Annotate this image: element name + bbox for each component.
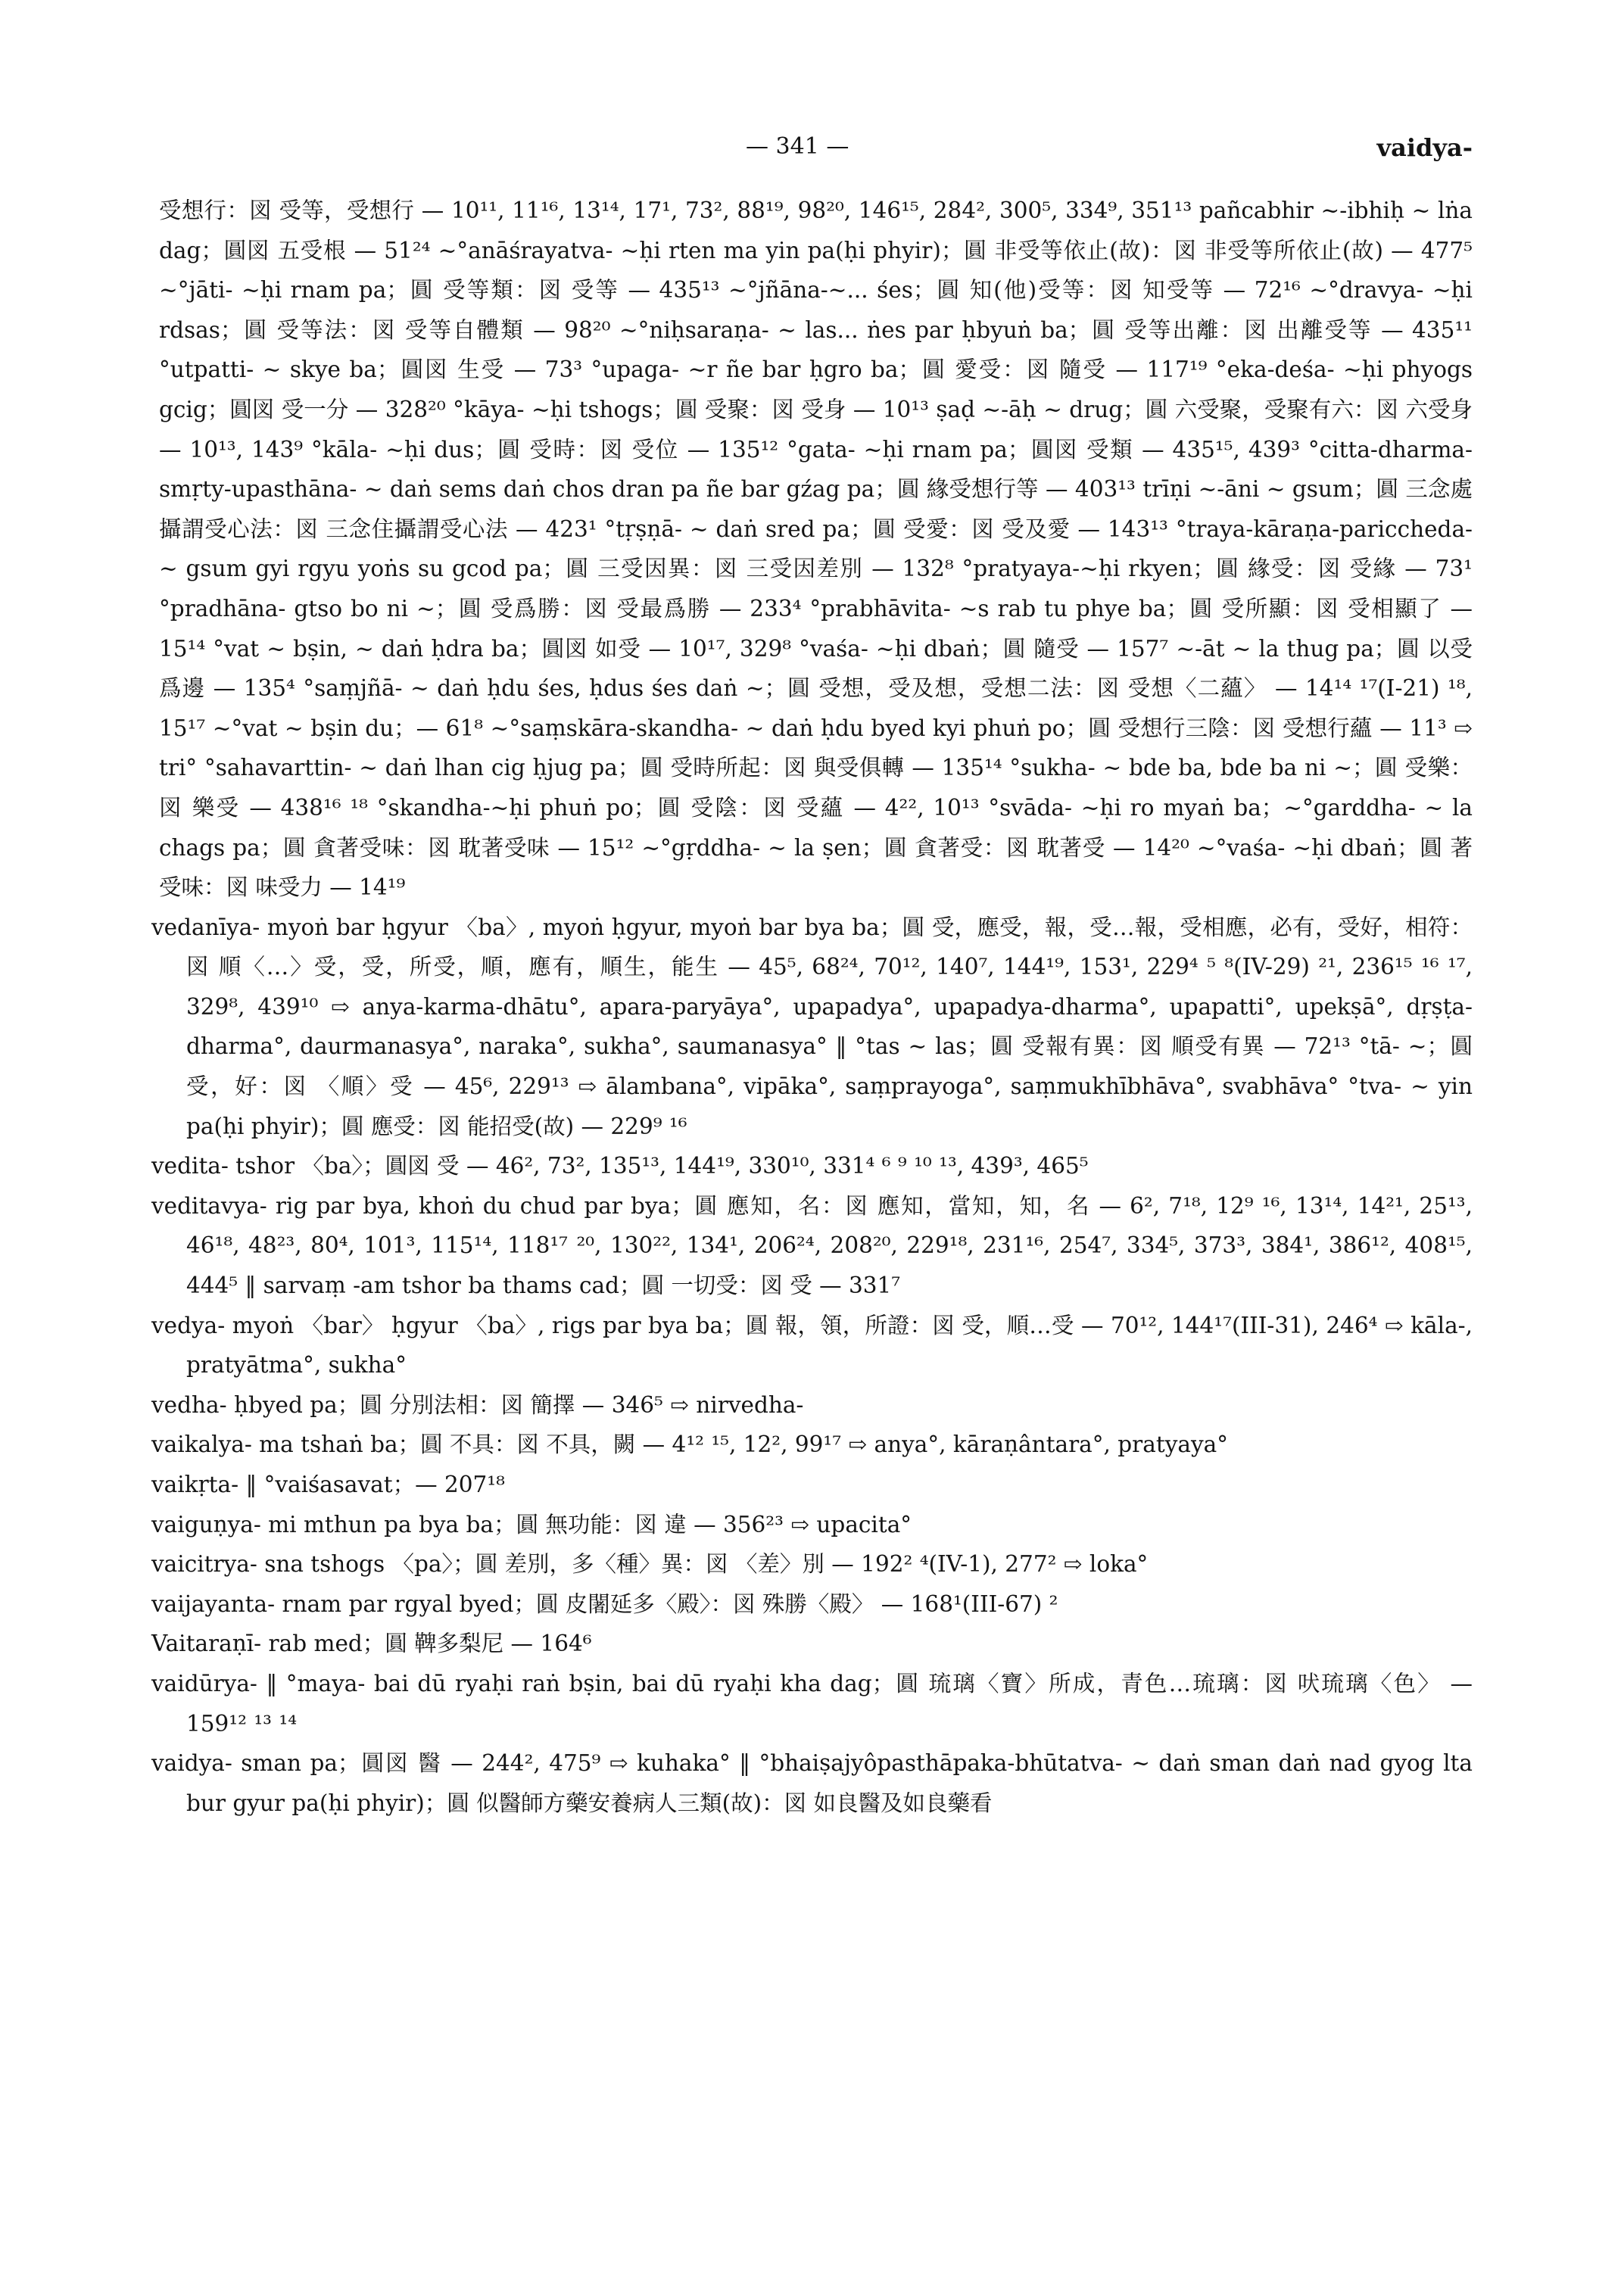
entry-continuation: 受想行：図 受等，受想行 — 10¹¹, 11¹⁶, 13¹⁴, 17¹, 73², 88¹⁹, 98²⁰, 146¹⁵, 284², 300⁵, 334⁹, 351¹³ pañcabhir ~-ibhiḥ ~ lṅa dag；圓図 五受根 — 51²⁴ ~°anāśrayatva- ~ḥi rten ma yin pa(ḥi phyir)；圓 非受等依止(故)：図 非受等所依止(故) — 477⁵ ~°jāti- ~ḥi rnam pa；圓 受等類：図 受等 — 435¹³ ~°jñāna-~... śes；圓 知(他)受等：図 知受等 — 72¹⁶ ~°dravya- ~ḥi rdsas；圓 受等法：図 受等自體類 — 98²⁰ ~°niḥsaraṇa- ~ las... ṅes par ḥbyuṅ ba；圓 受等出離：図 出離受等 — 435¹¹ °utpatti- ~ skye ba；圓図 生受 — 73³ °upaga- ~r ñe bar ḥgro ba；圓 愛受：図 隨受 — 117¹⁹ °eka-deśa- ~ḥi phyogs gcig；圓図 受一分 — 328²⁰ °kāya- ~ḥi tshogs；圓 受聚：図 受身 — 10¹³ ṣaḍ ~-āḥ ~ drug；圓 六受聚，受聚有六：図 六受身 — 10¹³, 143⁹ °kāla- ~ḥi dus；圓 受時：図 受位 — 135¹² °gata- ~ḥi rnam pa；圓図 受類 — 435¹⁵, 439³ °citta-dharma-smṛty-upasthāna- ~ daṅ sems daṅ chos dran pa ñe bar gźag pa；圓 緣受想行等 — 403¹³ trīṇi ~-āni ~ gsum；圓 三念處攝謂受心法：図 三念住攝謂受心法 — 423¹ °tṛṣṇā- ~ daṅ sred pa；圓 受愛：図 受及愛 — 143¹³ °traya-kāraṇa-pariccheda- ~ gsum gyi rgyu yoṅs su gcod pa；圓 三受因異：図 三受因差別 — 132⁸ °pratyaya-~ḥi rkyen；圓 緣受：図 受緣 — 73¹ °pradhāna- gtso bo ni ~；圓 受爲勝：図 受最爲勝 — 233⁴ °prabhāvita- ~s rab tu phye ba；圓 受所顯：図 受相顯了 — 15¹⁴ °vat ~ bṣin, ~ daṅ ḥdra ba；圓図 如受 — 10¹⁷, 329⁸ °vaśa- ~ḥi dbaṅ；圓 隨受 — 157⁷ ~-āt ~ la thug pa；圓 以受爲邊 — 135⁴ °saṃjñā- ~ daṅ ḥdu śes, ḥdus śes daṅ ~；圓 受想，受及想，受想二法：図 受想〈二蘊〉 — 14¹⁴ ¹⁷(I-21) ¹⁸, 15¹⁷ ~°vat ~ bṣin du；— 61⁸ ~°saṃskāra-skandha- ~ daṅ ḥdu byed kyi phuṅ po；圓 受想行三陰：図 受想行蘊 — 11³ ⇨ tri° °sahavarttin- ~ daṅ lhan cig ḥjug pa；圓 受時所起：図 與受俱轉 — 135¹⁴ °sukha- ~ bde ba, bde ba ni ~；圓 受樂：図 樂受 — 438¹⁶ ¹⁸ °skandha-~ḥi phuṅ po；圓 受陰：図 受蘊 — 4²², 10¹³ °svāda- ~ḥi ro myaṅ ba；~°garddha- ~ la chags pa；圓 貪著受味：図 耽著受味 — 15¹² ~°gṛddha- ~ la ṣen；圓 貪著受：図 耽著受 — 14²⁰ ~°vaśa- ~ḥi dbaṅ；圓 著受味：図 味受力 — 14¹⁹ xyxy=(159,198,1473,901)
entry-vaicitrya: vaicitrya- sna tshogs 〈pa〉；圓 差別，多〈種〉異：図 〈差〉別 — 192² ⁴(IV-1), 277² ⇨ loka° xyxy=(151,1551,1149,1578)
dictionary-body xyxy=(151,191,1473,1823)
entry-vaijayanta: vaijayanta- rnam par rgyal byed；圓 皮闍延多〈殿〉：図 殊勝〈殿〉 — 168¹(III-67) ² xyxy=(151,1590,1058,1617)
entry-vaikalya: vaikalya- ma tshaṅ ba；圓 不具：図 不具，闕 — 4¹² ¹⁵, 12², 99¹⁷ ⇨ anya°, kāraṇântara°, pratyaya° xyxy=(151,1432,1228,1458)
running-head: vaidya- xyxy=(1376,133,1473,162)
page-number: — 341 — xyxy=(746,133,849,160)
entry-vedaniya: vedanīya- myoṅ bar ḥgyur 〈ba〉, myoṅ ḥgyur, myoṅ bar bya ba；圓 受，應受，報，受…報，受相應，必有，受好，相符：図 順〈…〉受，受，所受，順，應有，順生，能生 — 45⁵, 68²⁴, 70¹², 140⁷, 144¹⁹, 153¹, 229⁴ ⁵ ⁸(IV-29) ²¹, 236¹⁵ ¹⁶ ¹⁷, 329⁸, 439¹⁰ ⇨ anya-karma-dhātu°, apara-paryāya°, upapadya°, upapadya-dharma°, upapatti°, upekṣā°, dṛṣṭa-dharma°, daurmanasya°, naraka°, sukha°, saumanasya° ‖ °tas ~ las；圓 受報有異：図 順受有異 — 72¹³ °tā- ~；圓 受，好：図 〈順〉受 — 45⁶, 229¹³ ⇨ ālambana°, vipāka°, saṃprayoga°, saṃmukhībhāva°, svabhāva° °tva- ~ yin pa(ḥi phyir)；圓 應受：図 能招受(故) — 229⁹ ¹⁶ xyxy=(151,914,1473,1139)
entry-vaidurya: vaidūrya- ‖ °maya- bai dū ryaḥi raṅ bṣin, bai dū ryaḥi kha dag；圓 琉璃〈寶〉所成，青色…琉璃：図 吠琉璃〈色〉 — 159¹² ¹³ ¹⁴ xyxy=(151,1670,1473,1737)
entry-veditavya: veditavya- rig par bya, khoṅ du chud par bya；圓 應知，名：図 應知，當知，知，名 — 6², 7¹⁸, 12⁹ ¹⁶, 13¹⁴, 14²¹, 25¹³, 46¹⁸, 48²³, 80⁴, 101³, 115¹⁴, 118¹⁷ ²⁰, 130²², 134¹, 206²⁴, 208²⁰, 229¹⁸, 231¹⁶, 254⁷, 334⁵, 373³, 384¹, 386¹², 408¹⁵, 444⁵ ‖ sarvaṃ -am tshor ba thams cad；圓 一切受：図 受 — 331⁷ xyxy=(151,1192,1473,1299)
page-header xyxy=(0,133,1624,164)
entry-vaitarani: Vaitaraṇī- rab med；圓 鞞多梨尼 — 164⁶ xyxy=(151,1631,592,1657)
entry-vaidya: vaidya- sman pa；圓図 醫 — 244², 475⁹ ⇨ kuhaka° ‖ °bhaiṣajyôpasthāpaka-bhūtatva- ~ daṅ sman daṅ nad gyog lta bur gyur pa(ḥi phyir)；圓 似醫師方藥安養病人三類(故)：図 如良醫及如良藥看 xyxy=(151,1750,1473,1816)
entry-vaikrta: vaikṛta- ‖ °vaiśasavat；— 207¹⁸ xyxy=(151,1472,505,1497)
entry-vedya: vedya- myoṅ 〈bar〉 ḥgyur 〈ba〉, rigs par bya ba；圓 報，領，所證：図 受，順…受 — 70¹², 144¹⁷(III-31), 246⁴ ⇨ kāla-, pratyātma°, sukha° xyxy=(151,1312,1473,1379)
entry-vedha: vedha- ḥbyed pa；圓 分別法相：図 簡擇 — 346⁵ ⇨ nirvedha- xyxy=(151,1391,804,1418)
entry-vaigunya: vaiguṇya- mi mthun pa bya ba；圓 無功能：図 違 — 356²³ ⇨ upacita° xyxy=(151,1511,912,1537)
entry-vedita: vedita- tshor 〈ba〉；圓図 受 — 46², 73², 135¹³, 144¹⁹, 330¹⁰, 331⁴ ⁶ ⁹ ¹⁰ ¹³, 439³, 465⁵ xyxy=(151,1153,1089,1179)
